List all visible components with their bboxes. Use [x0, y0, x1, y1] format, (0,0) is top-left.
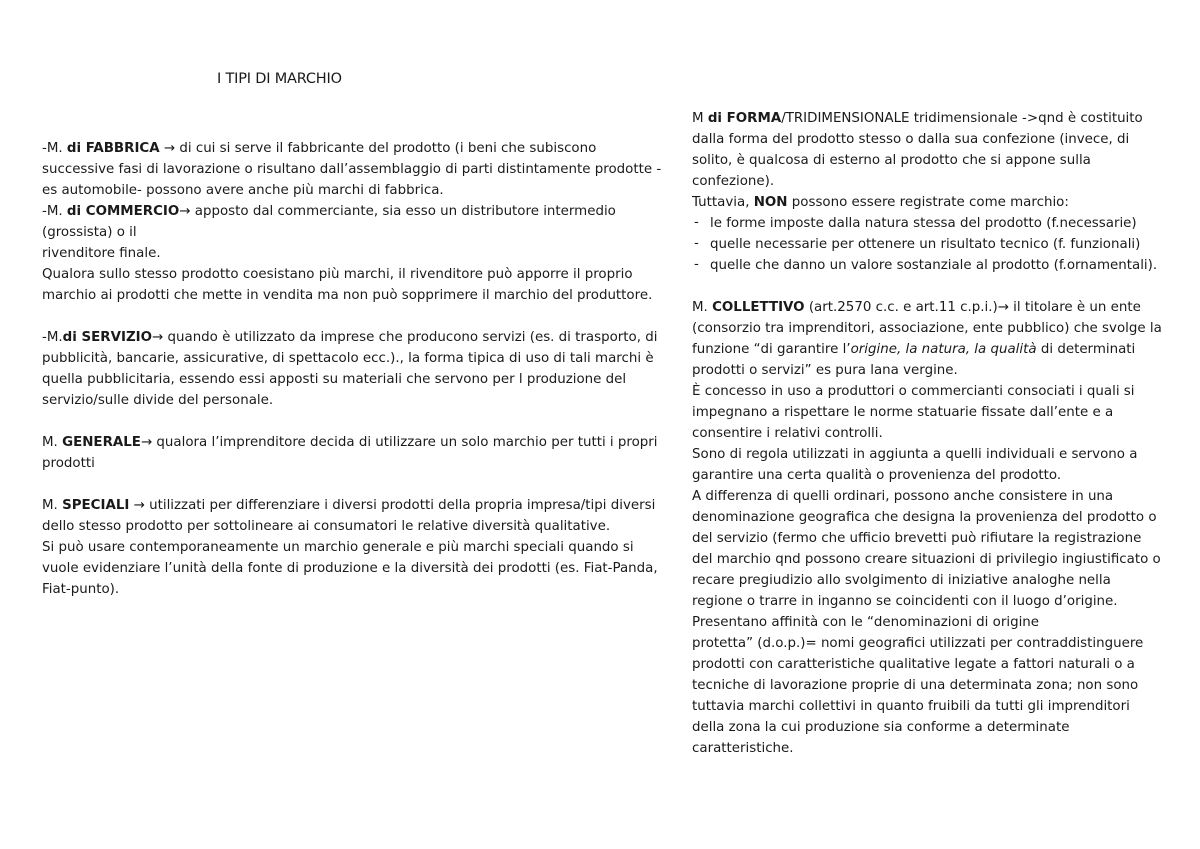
right-column — [692, 108, 1162, 759]
page-title: I TIPI DI MARCHIO — [217, 71, 342, 87]
section-forma — [692, 108, 1162, 192]
list-item: - le forme imposte dalla natura stessa del prodotto (f.necessarie) — [692, 213, 1162, 234]
prefix: -M. — [42, 330, 63, 345]
section-fabbrica — [42, 138, 662, 201]
prefix: -M. — [42, 204, 67, 219]
section-servizio — [42, 327, 662, 348]
section-collettivo — [692, 297, 1162, 381]
prefix: Tuttavia, — [692, 195, 754, 210]
prefix: M. — [692, 300, 713, 315]
commercio-line2: rivenditore finale. — [42, 246, 161, 261]
generale-text: → qualora l’imprenditore decida di utilizzare un solo marchio per tutti i propri prodotti — [42, 435, 658, 471]
collettivo-text2: di determinati prodotti o servizi” es pura lana vergine. — [692, 342, 1136, 378]
list-item: - quelle necessarie per ottenere un risultato tecnico (f. funzionali) — [692, 234, 1162, 255]
section-speciali — [42, 495, 662, 537]
forma-text: /TRIDIMENSIONALE tridimensionale ->qnd è costituito dalla forma del prodotto stesso o dalla sua confezione (invece, di solito, è qualcosa di esterno al prodotto che si appone sulla confezione). — [692, 111, 1143, 189]
collettivo-p3: Sono di regola utilizzati in aggiunta a quelli individuali e servono a garantire una certa qualità o provenienza del prodotto. — [692, 447, 1138, 483]
collettivo-p5: Presentano affinità con le “denominazioni di origine — [692, 615, 1040, 630]
prefix: M. — [42, 498, 63, 513]
commercio-paragraph: Qualora sullo stesso prodotto coesistano più marchi, il rivenditore può apporre il proprio marchio ai prodotti che mette in vendita ma non può sopprimere il marchio del produttore. — [42, 267, 653, 303]
commercio-text: → apposto dal commerciante, sia esso un distributore intermedio (grossista) o il — [42, 204, 616, 240]
left-column — [42, 138, 662, 600]
term-commercio: di COMMERCIO — [66, 204, 180, 219]
servizio-text: → quando è utilizzato da imprese che producono servizi (es. di trasporto, di — [152, 330, 658, 345]
collettivo-text: (art.2570 c.c. e art.11 c.p.i.)→ il titolare è un ente (consorzio tra imprenditori, associazione, ente pubblico) che svolge la funzione “di garantire l’ — [692, 300, 1162, 357]
term-servizio: di SERVIZIO — [62, 330, 153, 345]
speciali-paragraph: Si può usare contemporaneamente un marchio generale e più marchi speciali quando si vuole evidenziare l’unità della fonte di produzione e la diversità dei prodotti (es. Fiat-Panda, Fiat-punto). — [42, 540, 658, 597]
non-text: possono essere registrate come marchio: — [787, 195, 1069, 210]
term-non: NON — [753, 195, 788, 210]
term-collettivo: COLLETTIVO — [712, 300, 805, 315]
collettivo-p6: protetta” (d.o.p.)= nomi geografici utilizzati per contraddistinguere prodotti con caratteristiche qualitative legate a fattori naturali o a tecniche di lavorazione proprie di una determinata zona; non sono tuttavia marchi collettivi in quanto fruibili da tutti gli imprenditori della zona la cui produzione sia conforme a determinate caratteristiche. — [692, 636, 1144, 756]
prefix: -M. — [42, 141, 67, 156]
section-commercio — [42, 201, 662, 243]
list-item: - quelle che danno un valore sostanziale al prodotto (f.ornamentali). — [692, 255, 1162, 276]
section-generale — [42, 432, 662, 474]
collettivo-italic: origine, la natura, la qualità — [850, 342, 1037, 357]
prefix: M. — [42, 435, 63, 450]
prefix: M — [692, 111, 708, 126]
fabbrica-text: → di cui si serve il fabbricante del prodotto (i beni che subiscono successive fasi di lavorazione o risultano dall’assemblaggio di parti distintamente prodotte -es automobile- possono avere anche più marchi di fabbrica. — [42, 141, 662, 198]
term-forma: di FORMA — [707, 111, 782, 126]
speciali-text: → utilizzati per differenziare i diversi prodotti della propria impresa/tipi diversi dello stesso prodotto per sottolineare ai consumatori le relative diversità qualitative. — [42, 498, 656, 534]
term-speciali: SPECIALI — [62, 498, 130, 513]
collettivo-p2: È concesso in uso a produttori o commercianti consociati i quali si impegnano a rispettare le norme statuarie fissate dall’ente e a consentire i relativi controlli. — [692, 384, 1135, 441]
term-generale: GENERALE — [62, 435, 141, 450]
servizio-line2: pubblicità, bancarie, assicurative, di spettacolo ecc.)., la forma tipica di uso di tali marchi è quella pubblicitaria, essendo essi apposti su materiali che servono per l produzione del servizio/sulle divide del personale. — [42, 351, 654, 408]
forma-list — [692, 213, 1162, 276]
collettivo-p4: A differenza di quelli ordinari, possono anche consistere in una denominazione geografica che designa la provenienza del prodotto o del servizio (fermo che ufficio brevetti può rifiutare la registrazione del marchio qnd possono creare situazioni di privilegio ingiustificato o recare pregiudizio allo svolgimento di iniziative analoghe nella regione o trarre in inganno se coincidenti con il luogo d’origine. — [692, 489, 1161, 609]
term-fabbrica: di FABBRICA — [66, 141, 160, 156]
forma-non — [692, 192, 1162, 213]
